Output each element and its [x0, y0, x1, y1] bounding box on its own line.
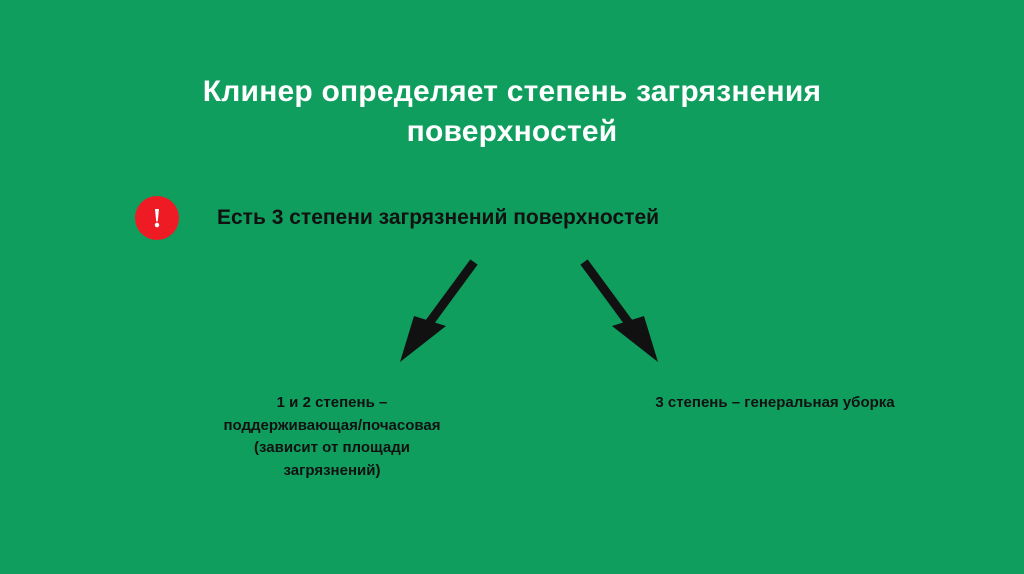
- exclamation-icon: !: [135, 196, 179, 240]
- page-title: Клинер определяет степень загрязнения поверхностей: [202, 75, 822, 148]
- callout-label: Есть 3 степени загрязнений поверхностей: [217, 206, 660, 229]
- callout-block: [135, 196, 659, 240]
- branch-left-line-3: (зависит от площади: [254, 439, 410, 456]
- arrow-left-down: [400, 262, 474, 362]
- branch-left-line-1: 1 и 2 степень –: [276, 394, 388, 411]
- branch-label-right: [560, 392, 990, 415]
- branch-left-line-4: загрязнений): [283, 461, 381, 479]
- branch-right-line-1: 3 степень – генеральная уборка: [655, 394, 895, 411]
- branch-label-left: [152, 392, 512, 482]
- branch-left-line-2: поддерживающая/почасовая: [223, 416, 441, 434]
- arrow-right-down: [584, 262, 658, 362]
